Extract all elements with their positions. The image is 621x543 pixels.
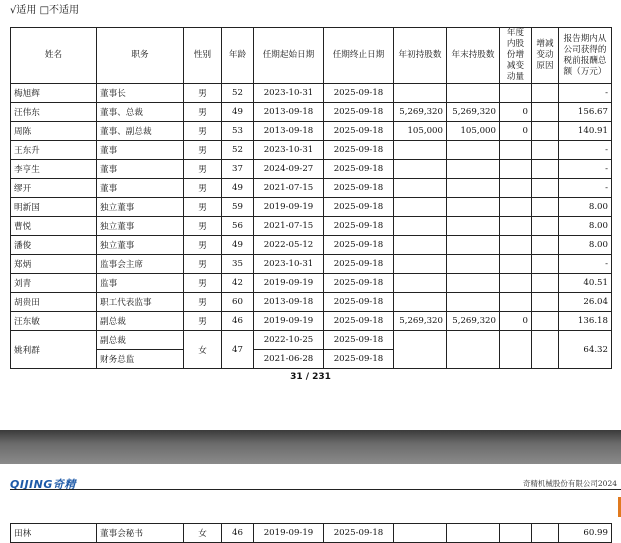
cell-begin-shares (394, 293, 447, 312)
cell-change (500, 84, 532, 103)
cell-pay: 140.91 (559, 122, 612, 141)
column-header: 性别 (184, 28, 222, 84)
cell-end-shares (447, 84, 500, 103)
cell-change (500, 141, 532, 160)
applicability-options (10, 1, 79, 16)
cell-age: 49 (222, 236, 254, 255)
cell-end: 2025-09-18 (324, 293, 394, 312)
table-row (11, 179, 612, 198)
cell-title: 独立董事 (97, 236, 184, 255)
cell-name: 梅旭辉 (11, 84, 97, 103)
cell-end-shares (447, 160, 500, 179)
cell-pay: 8.00 (559, 217, 612, 236)
cell-end-shares (447, 179, 500, 198)
cell-age: 49 (222, 179, 254, 198)
cell-end: 2025-09-18 (324, 141, 394, 160)
cell-begin-shares (394, 160, 447, 179)
cell-begin-shares (394, 179, 447, 198)
cell-start: 2019-09-19 (254, 524, 324, 543)
cell-change (500, 179, 532, 198)
cell-name: 曹悦 (11, 217, 97, 236)
cell-start: 2013-09-18 (254, 103, 324, 122)
table-row (11, 312, 612, 331)
cell-end: 2025-09-18 (324, 160, 394, 179)
cell-end: 2025-09-18 (324, 122, 394, 141)
cell-begin-shares (394, 198, 447, 217)
cell-begin-shares: 5,269,320 (394, 312, 447, 331)
cell-end: 2025-09-18 (324, 255, 394, 274)
cell-name: 汪东敏 (11, 312, 97, 331)
page-separator (0, 430, 621, 464)
table-row (11, 198, 612, 217)
cell-end-shares: 105,000 (447, 122, 500, 141)
cell-gender: 男 (184, 84, 222, 103)
cell-reason (532, 179, 559, 198)
management-table-continued (10, 523, 612, 543)
cell-start: 2021-06-28 (254, 350, 324, 369)
cell-begin-shares: 105,000 (394, 122, 447, 141)
cell-pay: 8.00 (559, 236, 612, 255)
cell-reason (532, 103, 559, 122)
cell-begin-shares (394, 274, 447, 293)
cell-reason (532, 198, 559, 217)
cell-end-shares (447, 198, 500, 217)
cell-name: 田林 (11, 524, 97, 543)
header-divider (10, 489, 621, 490)
next-report-page (0, 464, 621, 543)
cell-pay: - (559, 160, 612, 179)
cell-age: 52 (222, 84, 254, 103)
cell-gender: 女 (184, 331, 222, 369)
column-header: 增减变动原因 (532, 28, 559, 84)
cell-end: 2025-09-18 (324, 198, 394, 217)
cell-age: 47 (222, 331, 254, 369)
cell-begin-shares (394, 141, 447, 160)
cell-gender: 男 (184, 312, 222, 331)
table-row (11, 293, 612, 312)
column-header: 年末持股数 (447, 28, 500, 84)
cell-change (500, 524, 532, 543)
cell-reason (532, 312, 559, 331)
cell-title: 独立董事 (97, 198, 184, 217)
cell-reason (532, 331, 559, 369)
cell-pay: 8.00 (559, 198, 612, 217)
cell-name: 李亨生 (11, 160, 97, 179)
cell-change (500, 236, 532, 255)
cell-reason (532, 217, 559, 236)
cell-gender: 男 (184, 160, 222, 179)
column-header: 任期起始日期 (254, 28, 324, 84)
cell-gender: 女 (184, 524, 222, 543)
cell-age: 46 (222, 524, 254, 543)
cell-change (500, 274, 532, 293)
cell-begin-shares (394, 524, 447, 543)
cell-end-shares (447, 236, 500, 255)
column-header: 姓名 (11, 28, 97, 84)
cell-name: 胡贵田 (11, 293, 97, 312)
company-logo: QIJING奇精 (10, 478, 76, 491)
cell-reason (532, 236, 559, 255)
cell-gender: 男 (184, 236, 222, 255)
not-applicable-option: □不适用 (39, 5, 80, 16)
cell-end-shares (447, 331, 500, 369)
cell-pay: 156.67 (559, 103, 612, 122)
cell-end-shares (447, 141, 500, 160)
table-row (11, 524, 612, 543)
cell-reason (532, 160, 559, 179)
cell-start: 2013-09-18 (254, 122, 324, 141)
cell-age: 60 (222, 293, 254, 312)
cell-start: 2023-10-31 (254, 255, 324, 274)
cell-title: 董事 (97, 141, 184, 160)
table-row (11, 122, 612, 141)
table-row (11, 236, 612, 255)
cell-gender: 男 (184, 255, 222, 274)
cell-title: 副总裁 (97, 331, 184, 350)
cell-gender: 男 (184, 179, 222, 198)
cell-title: 财务总监 (97, 350, 184, 369)
cell-title: 监事会主席 (97, 255, 184, 274)
table-row (11, 84, 612, 103)
cell-start: 2021-07-15 (254, 217, 324, 236)
cell-gender: 男 (184, 274, 222, 293)
cell-title: 副总裁 (97, 312, 184, 331)
cell-change (500, 255, 532, 274)
cell-start: 2019-09-19 (254, 312, 324, 331)
cell-end-shares (447, 293, 500, 312)
cell-age: 53 (222, 122, 254, 141)
column-header: 年初持股数 (394, 28, 447, 84)
cell-reason (532, 524, 559, 543)
cell-title: 董事会秘书 (97, 524, 184, 543)
cell-end: 2025-09-18 (324, 179, 394, 198)
column-header: 报告期内从公司获得的税前报酬总额（万元） (559, 28, 612, 84)
cell-title: 董事、总裁 (97, 103, 184, 122)
cell-end-shares (447, 217, 500, 236)
cell-name: 缪开 (11, 179, 97, 198)
cell-name: 姚利群 (11, 331, 97, 369)
cell-end: 2025-09-18 (324, 84, 394, 103)
cell-pay: 26.04 (559, 293, 612, 312)
table-row (11, 274, 612, 293)
cell-change (500, 331, 532, 369)
cell-start: 2019-09-19 (254, 274, 324, 293)
cell-begin-shares (394, 331, 447, 369)
cell-gender: 男 (184, 293, 222, 312)
cell-pay: 60.99 (559, 524, 612, 543)
table-row (11, 141, 612, 160)
cell-age: 49 (222, 103, 254, 122)
cell-gender: 男 (184, 122, 222, 141)
cell-name: 潘俊 (11, 236, 97, 255)
table-row (11, 331, 612, 350)
cell-begin-shares: 5,269,320 (394, 103, 447, 122)
cell-change: 0 (500, 103, 532, 122)
cell-change (500, 217, 532, 236)
cell-gender: 男 (184, 141, 222, 160)
table-row (11, 103, 612, 122)
cell-pay: 40.51 (559, 274, 612, 293)
cell-age: 59 (222, 198, 254, 217)
cell-reason (532, 84, 559, 103)
cell-end-shares (447, 255, 500, 274)
column-header: 年龄 (222, 28, 254, 84)
table-row (11, 255, 612, 274)
cell-title: 独立董事 (97, 217, 184, 236)
cell-end-shares (447, 524, 500, 543)
cell-name: 周陈 (11, 122, 97, 141)
cell-reason (532, 274, 559, 293)
cell-end-shares: 5,269,320 (447, 103, 500, 122)
cell-end: 2025-09-18 (324, 312, 394, 331)
cell-start: 2023-10-31 (254, 141, 324, 160)
cell-reason (532, 141, 559, 160)
cell-age: 56 (222, 217, 254, 236)
cell-name: 刘青 (11, 274, 97, 293)
page-header-company: 奇精机械股份有限公司2024 (522, 479, 617, 488)
cell-end-shares: 5,269,320 (447, 312, 500, 331)
cell-pay: - (559, 84, 612, 103)
cell-begin-shares (394, 236, 447, 255)
management-table (10, 27, 612, 369)
cell-begin-shares (394, 217, 447, 236)
applicable-option: √适用 (10, 5, 37, 16)
table-header-row (11, 28, 612, 84)
cell-end: 2025-09-18 (324, 217, 394, 236)
column-header: 任期终止日期 (324, 28, 394, 84)
cell-start: 2022-05-12 (254, 236, 324, 255)
cell-pay: 64.32 (559, 331, 612, 369)
cell-gender: 男 (184, 103, 222, 122)
cell-age: 35 (222, 255, 254, 274)
cell-title: 董事、副总裁 (97, 122, 184, 141)
table-row (11, 160, 612, 179)
cell-gender: 男 (184, 217, 222, 236)
cell-change (500, 293, 532, 312)
cell-pay: - (559, 179, 612, 198)
cell-age: 46 (222, 312, 254, 331)
cell-begin-shares (394, 84, 447, 103)
cell-start: 2013-09-18 (254, 293, 324, 312)
cell-change: 0 (500, 122, 532, 141)
cell-change (500, 160, 532, 179)
cell-end-shares (447, 274, 500, 293)
column-header: 年度内股份增减变动量 (500, 28, 532, 84)
cell-pay: - (559, 255, 612, 274)
cell-end: 2025-09-18 (324, 274, 394, 293)
cell-end: 2025-09-18 (324, 350, 394, 369)
cell-end: 2025-09-18 (324, 331, 394, 350)
cell-start: 2022-10-25 (254, 331, 324, 350)
cell-title: 董事长 (97, 84, 184, 103)
cell-title: 职工代表监事 (97, 293, 184, 312)
cell-start: 2021-07-15 (254, 179, 324, 198)
cell-pay: - (559, 141, 612, 160)
cell-title: 董事 (97, 160, 184, 179)
cell-change: 0 (500, 312, 532, 331)
cell-end: 2025-09-18 (324, 236, 394, 255)
cell-gender: 男 (184, 198, 222, 217)
column-header: 职务 (97, 28, 184, 84)
cell-title: 监事 (97, 274, 184, 293)
cell-age: 42 (222, 274, 254, 293)
cell-end: 2025-09-18 (324, 524, 394, 543)
cell-reason (532, 255, 559, 274)
cell-name: 郑炳 (11, 255, 97, 274)
cell-age: 37 (222, 160, 254, 179)
table-row (11, 217, 612, 236)
cell-start: 2023-10-31 (254, 84, 324, 103)
cell-name: 明新国 (11, 198, 97, 217)
cell-start: 2024-09-27 (254, 160, 324, 179)
cell-change (500, 198, 532, 217)
cell-reason (532, 122, 559, 141)
cell-begin-shares (394, 255, 447, 274)
cell-reason (532, 293, 559, 312)
cell-pay: 136.18 (559, 312, 612, 331)
cell-age: 52 (222, 141, 254, 160)
cell-name: 王东升 (11, 141, 97, 160)
cell-title: 董事 (97, 179, 184, 198)
cell-start: 2019-09-19 (254, 198, 324, 217)
cell-end: 2025-09-18 (324, 103, 394, 122)
cell-name: 汪伟东 (11, 103, 97, 122)
page-number: 31 / 231 (290, 372, 331, 382)
